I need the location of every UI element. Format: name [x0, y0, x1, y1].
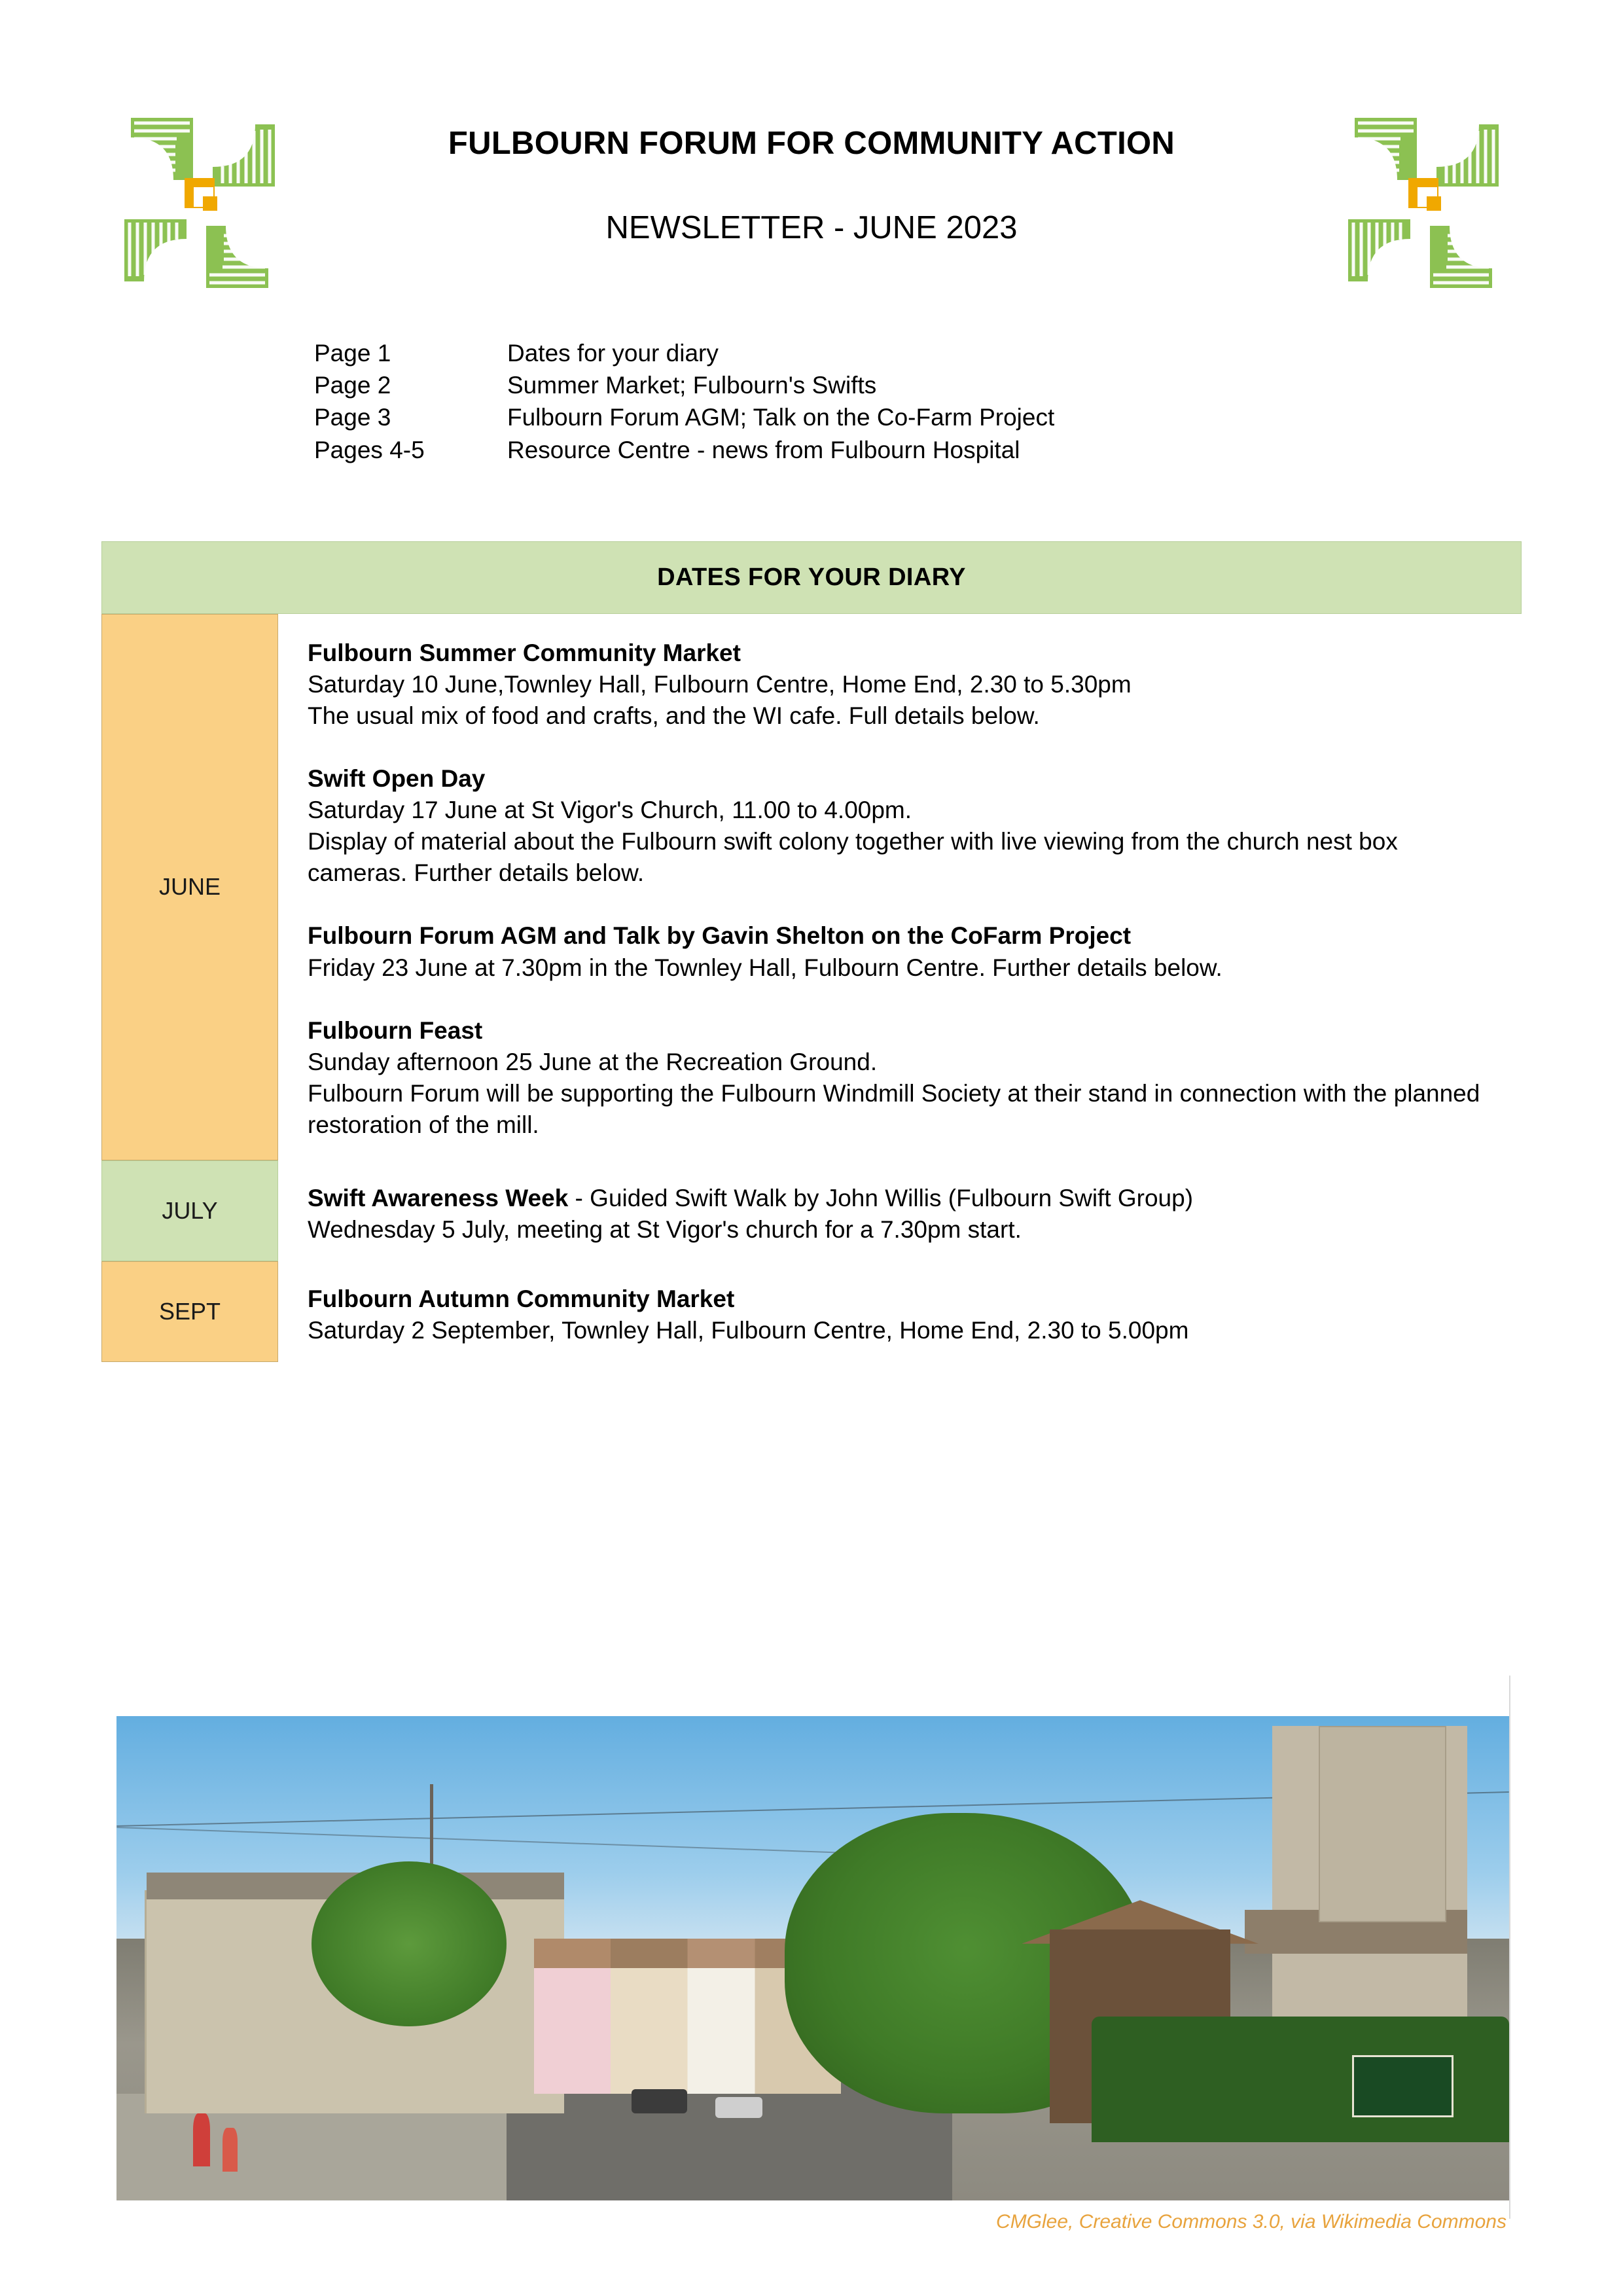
month-label-june: JUNE [101, 614, 278, 1160]
event-line: Saturday 10 June,Townley Hall, Fulbourn Centre, Home End, 2.30 to 5.30pm [308, 670, 1132, 698]
event-title: Swift Open Day [308, 765, 486, 793]
event-title: Fulbourn Autumn Community Market [308, 1285, 735, 1313]
event-item [308, 1015, 1495, 1141]
event-title: Fulbourn Forum AGM and Talk by Gavin Shelton on the CoFarm Project [308, 922, 1132, 950]
contents-page-desc: Fulbourn Forum AGM; Talk on the Co-Farm Project [507, 404, 1055, 431]
page-title: FULBOURN FORUM FOR COMMUNITY ACTION [448, 126, 1175, 161]
event-line: Sunday afternoon 25 June at the Recreation Ground. [308, 1048, 878, 1075]
month-label-july: JULY [101, 1160, 278, 1261]
event-line: Friday 23 June at 7.30pm in the Townley Hall, Fulbourn Centre. Further details below. [308, 954, 1222, 981]
pinwheel-logo-icon [111, 105, 288, 301]
photo-church-tower [1319, 1726, 1447, 1922]
event-title [308, 1183, 1495, 1214]
event-line: The usual mix of food and crafts, and the WI cafe. Full details below. [308, 702, 1040, 729]
contents-row [314, 434, 1623, 466]
village-photo [116, 1716, 1509, 2200]
contents-list [314, 337, 1623, 466]
event-title-main: Swift Awareness Week [308, 1185, 569, 1212]
dates-for-your-diary-table [101, 541, 1522, 1363]
contents-row [314, 369, 1623, 401]
photo-tree [312, 1861, 507, 2026]
event-line: Saturday 17 June at St Vigor's Church, 11.00 to 4.00pm. [308, 797, 912, 824]
events-cell-sept [278, 1261, 1522, 1362]
event-line: Display of material about the Fulbourn swift colony together with live viewing from the church nest box cameras. Further details below. [308, 828, 1398, 887]
village-photo-image [116, 1716, 1509, 2200]
photo-pedestrian [223, 2128, 238, 2172]
event-item [308, 637, 1495, 732]
photo-car [632, 2089, 687, 2113]
photo-car [715, 2097, 762, 2119]
contents-page-label: Page 3 [314, 404, 391, 431]
title-block [288, 105, 1335, 247]
events-cell-june [278, 614, 1522, 1160]
events-cell-july [278, 1160, 1522, 1261]
diary-heading: DATES FOR YOUR DIARY [101, 541, 1522, 614]
event-title: Fulbourn Summer Community Market [308, 639, 741, 666]
contents-page-label: Page 2 [314, 372, 391, 399]
month-label-sept: SEPT [101, 1261, 278, 1362]
contents-page-desc: Dates for your diary [507, 340, 719, 367]
contents-row [314, 337, 1623, 369]
photo-credit-caption: CMGlee, Creative Commons 3.0, via Wikimedia Commons [996, 2211, 1507, 2233]
contents-page-desc: Summer Market; Fulbourn's Swifts [507, 372, 877, 399]
table-row [101, 614, 1522, 1160]
photo-church-sign [1352, 2055, 1454, 2117]
contents-page-label: Pages 4-5 [314, 436, 425, 463]
page-subtitle: NEWSLETTER - JUNE 2023 [605, 209, 1018, 245]
contents-row [314, 401, 1623, 433]
table-row [101, 1261, 1522, 1362]
logo-left [111, 105, 288, 301]
event-title: Fulbourn Feast [308, 1016, 483, 1044]
event-line: Fulbourn Forum will be supporting the Fulbourn Windmill Society at their stand in connection with the planned restoration of the mill. [308, 1079, 1480, 1138]
logo-right [1335, 105, 1512, 301]
photo-pedestrian [193, 2113, 210, 2166]
page-header [0, 0, 1623, 301]
event-item [308, 763, 1495, 889]
pinwheel-logo-icon [1335, 105, 1512, 301]
table-row [101, 1160, 1522, 1261]
event-title-suffix: - Guided Swift Walk by John Willis (Fulbourn Swift Group) [568, 1185, 1194, 1212]
page-right-rule [1509, 1676, 1510, 2219]
diary-body [101, 614, 1522, 1363]
event-item [308, 1283, 1495, 1346]
event-line: Wednesday 5 July, meeting at St Vigor's church for a 7.30pm start. [308, 1216, 1022, 1244]
contents-page-label: Page 1 [314, 340, 391, 367]
event-line: Saturday 2 September, Townley Hall, Fulbourn Centre, Home End, 2.30 to 5.00pm [308, 1317, 1189, 1344]
contents-page-desc: Resource Centre - news from Fulbourn Hospital [507, 436, 1020, 463]
event-item [308, 1183, 1495, 1246]
event-item [308, 920, 1495, 983]
